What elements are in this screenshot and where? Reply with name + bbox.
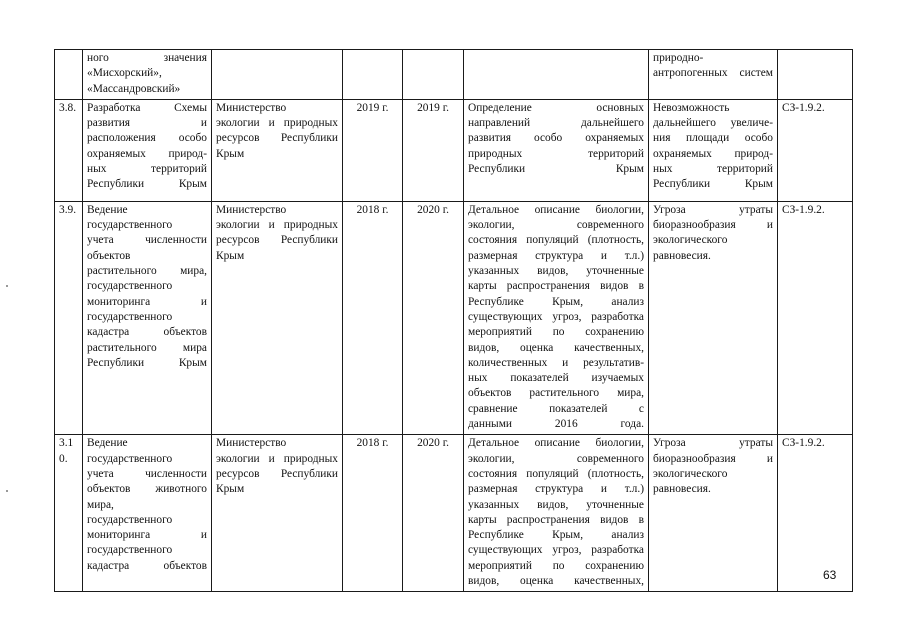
text-line: государственного xyxy=(87,452,173,465)
text-line: биоразнообразия и xyxy=(653,452,773,465)
text-line: данными 2016 года. xyxy=(468,418,644,431)
text-line: «Мисхорский», xyxy=(87,67,162,80)
text-line: Детальное описание биологии, xyxy=(468,203,644,216)
text-line: существующих угроз, разработка xyxy=(468,310,644,323)
end-year-cell xyxy=(403,50,464,100)
text-line: кадастра объектов xyxy=(87,326,207,339)
text-line: направлений дальнейшего xyxy=(468,117,644,130)
executor-cell xyxy=(212,435,343,592)
page-number: 63 xyxy=(823,568,837,582)
row-number-cell: 3.9. xyxy=(55,201,83,434)
text-line: Невозможность xyxy=(653,101,730,114)
margin-dot xyxy=(6,490,8,492)
row-number-cell xyxy=(55,50,83,100)
text-line: учета численности xyxy=(87,234,207,247)
text-line: учета численности xyxy=(87,467,207,480)
text-line: развития и xyxy=(87,117,207,130)
risk-cell xyxy=(649,50,778,100)
text-line: растительного мира, xyxy=(87,265,207,278)
text-line: существующих угроз, разработка xyxy=(468,544,644,557)
text-line: экологического xyxy=(653,234,728,247)
start-year-cell xyxy=(343,50,403,100)
text-line: Министерство xyxy=(216,203,287,216)
text-line: Крым xyxy=(216,483,245,496)
activity-cell xyxy=(83,50,212,100)
text-line: равновесия. xyxy=(653,249,711,262)
text-line: природно- xyxy=(653,52,704,64)
executor-cell xyxy=(212,99,343,201)
text-line: государственного xyxy=(87,544,173,557)
text-line: биоразнообразия и xyxy=(653,219,773,232)
text-line: ресурсов Республики xyxy=(216,234,338,247)
text-line: Угроза утраты xyxy=(653,437,773,450)
table-body xyxy=(55,50,853,592)
text-line: кадастра объектов xyxy=(87,559,207,572)
text-line: Ведение xyxy=(87,437,128,450)
text-line: мониторинга и xyxy=(87,529,207,542)
executor-cell xyxy=(212,201,343,434)
text-line: состояния популяций (плотность, xyxy=(468,467,644,480)
text-line: размерная структура и т.л.) xyxy=(468,483,644,496)
text-line: природных территорий xyxy=(468,147,644,160)
text-line: ных территорий xyxy=(653,163,773,176)
end-year-cell: 2020 г. xyxy=(403,201,464,434)
text-line: мониторинга и xyxy=(87,295,207,308)
text-line: видов, оценка качественных, xyxy=(468,575,644,588)
text-line: ния площади особо xyxy=(653,132,773,145)
text-line: Республики Крым xyxy=(468,163,644,176)
text-line: количественных и результатив- xyxy=(468,356,644,369)
end-year-cell: 2019 г. xyxy=(403,99,464,201)
text-line: состояния популяций (плотность, xyxy=(468,234,644,247)
start-year-cell: 2019 г. xyxy=(343,99,403,201)
text-line: Министерство xyxy=(216,437,287,450)
risk-cell xyxy=(649,99,778,201)
start-year-cell: 2018 г. xyxy=(343,201,403,434)
code-cell: СЗ-1.9.2. xyxy=(778,435,853,592)
activity-cell xyxy=(83,99,212,201)
text-line: экологии и природных xyxy=(216,452,338,465)
table-row xyxy=(55,99,853,201)
text-line: Министерство xyxy=(216,101,287,114)
expected-result-cell xyxy=(464,435,649,592)
executor-cell xyxy=(212,50,343,100)
text-line: видов, оценка качественных, xyxy=(468,341,644,354)
text-line: указанных видов, уточненные xyxy=(468,498,644,511)
table-row xyxy=(55,50,853,100)
start-year-cell: 2018 г. xyxy=(343,435,403,592)
text-line: объектов xyxy=(87,249,131,262)
text-line: мероприятий по сохранению xyxy=(468,326,644,339)
text-line: экологического xyxy=(653,467,728,480)
text-line: объектов растительного мира, xyxy=(468,387,644,400)
activity-cell xyxy=(83,201,212,434)
text-line: указанных видов, уточненные xyxy=(468,265,644,278)
text-line: экологии, современного xyxy=(468,452,644,465)
text-line: экологии и природных xyxy=(216,219,338,232)
margin-dot xyxy=(6,285,8,287)
expected-result-cell xyxy=(464,201,649,434)
text-line: Крым xyxy=(216,147,245,160)
text-line: экологии и природных xyxy=(216,117,338,130)
code-cell xyxy=(778,50,853,100)
text-line: государственного xyxy=(87,310,173,323)
text-line: сравнение показателей с xyxy=(468,402,644,415)
text-line: дальнейшего увеличе- xyxy=(653,117,773,130)
row-number-cell: 3.8. xyxy=(55,99,83,201)
text-line: ного значения xyxy=(87,52,207,64)
text-line: антропогенных систем xyxy=(653,67,773,80)
text-line: ресурсов Республики xyxy=(216,132,338,145)
code-cell: СЗ-1.9.2. xyxy=(778,99,853,201)
text-line: охраняемых природ- xyxy=(653,147,773,160)
text-line: карты распространения видов в xyxy=(468,280,644,293)
text-line: Угроза утраты xyxy=(653,203,773,216)
text-line: Крым xyxy=(216,249,245,262)
text-line: расположения особо xyxy=(87,132,207,145)
text-line: «Массандровский» xyxy=(87,82,181,95)
table-row xyxy=(55,201,853,434)
risk-cell xyxy=(649,435,778,592)
text-line: государственного xyxy=(87,513,173,526)
text-line: охраняемых природ- xyxy=(87,147,207,160)
risk-cell xyxy=(649,201,778,434)
code-cell: СЗ-1.9.2. xyxy=(778,201,853,434)
text-line: Разработка Схемы xyxy=(87,101,207,114)
text-line: экологии, современного xyxy=(468,219,644,232)
text-line: Определение основных xyxy=(468,101,644,114)
text-line: государственного xyxy=(87,219,173,232)
expected-result-cell xyxy=(464,99,649,201)
measures-table xyxy=(54,49,853,592)
activity-cell xyxy=(83,435,212,592)
text-line: мира, xyxy=(87,498,114,511)
text-line: развития особо охраняемых xyxy=(468,132,644,145)
row-number-cell: 3.10. xyxy=(55,435,83,592)
end-year-cell: 2020 г. xyxy=(403,435,464,592)
text-line: мероприятий по сохранению xyxy=(468,559,644,572)
text-line: Ведение xyxy=(87,203,128,216)
text-line: Детальное описание биологии, xyxy=(468,437,644,450)
text-line: ных территорий xyxy=(87,163,207,176)
text-line: карты распространения видов в xyxy=(468,513,644,526)
text-line: размерная структура и т.л.) xyxy=(468,249,644,262)
text-line: Республики Крым xyxy=(87,178,207,191)
text-line: ных показателей изучаемых xyxy=(468,372,644,385)
text-line: растительного мира xyxy=(87,341,207,354)
text-line: равновесия. xyxy=(653,483,711,496)
text-line: Республики Крым xyxy=(653,178,773,191)
text-line: ресурсов Республики xyxy=(216,467,338,480)
text-line: государственного xyxy=(87,280,173,293)
text-line: Республике Крым, анализ xyxy=(468,529,644,542)
text-line: объектов животного xyxy=(87,483,207,496)
text-line: Республике Крым, анализ xyxy=(468,295,644,308)
table-row xyxy=(55,435,853,592)
expected-result-cell xyxy=(464,50,649,100)
text-line: Республики Крым xyxy=(87,356,207,369)
